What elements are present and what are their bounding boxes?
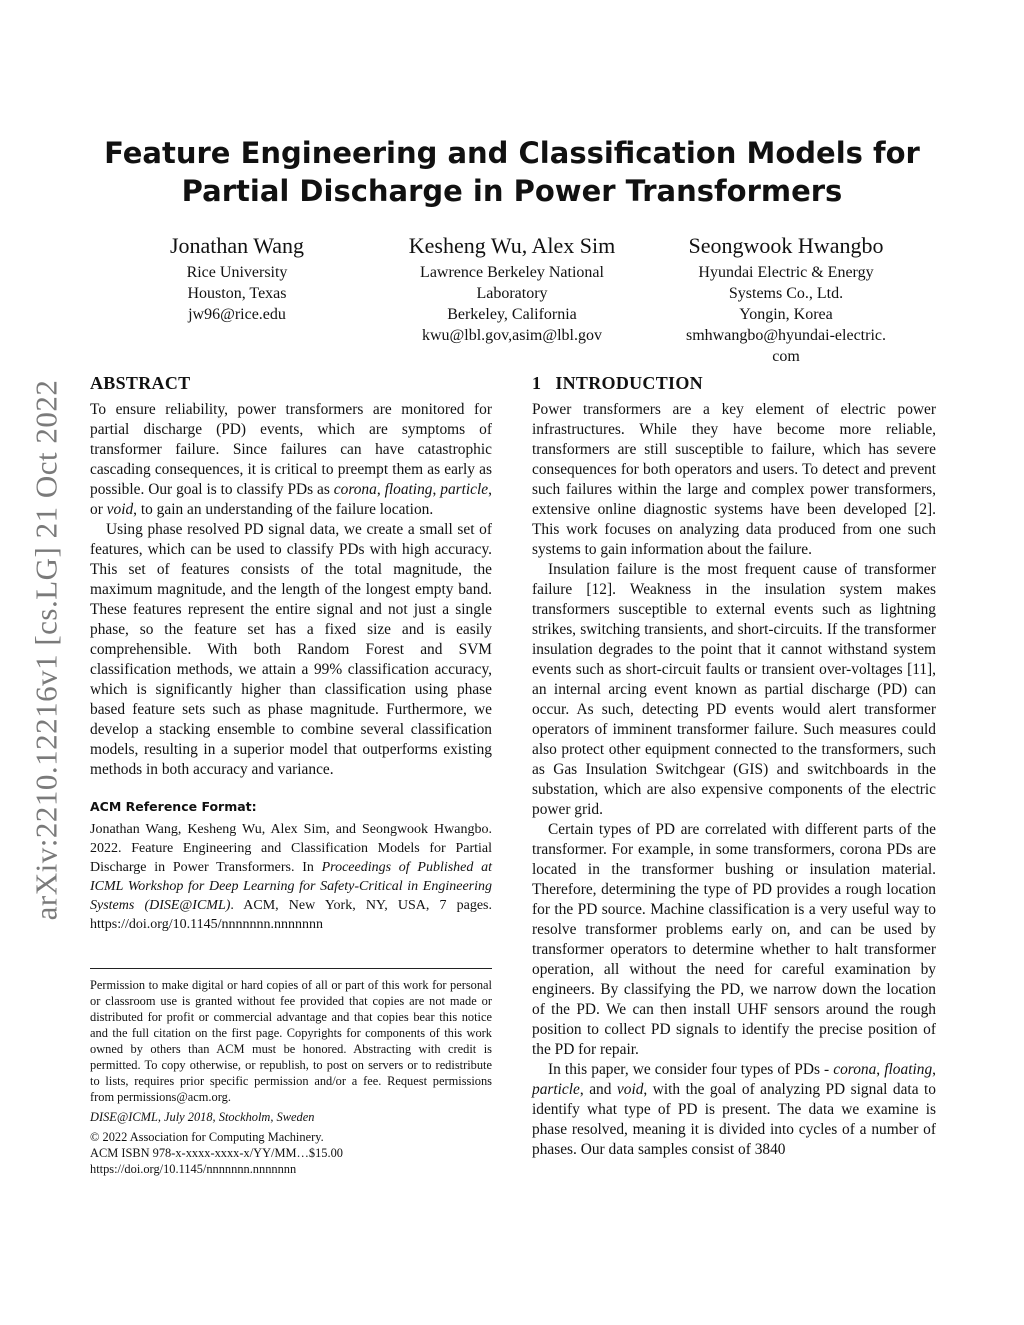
author-block: [137, 232, 337, 325]
pd-type-term: particle: [532, 1081, 580, 1098]
introduction-heading: [532, 372, 936, 394]
acm-reference-text: Jonathan Wang, Kesheng Wu, Alex Sim, and Seongwook Hwangbo. 2022. Feature Engineering and Classification Models for Partial Discharge in Power Transformers. In Proceedings of Published at ICML Workshop for Deep Learning for Safety-Critical in Engineering Systems (DISE@ICML). ACM, New York, NY, USA, 7 pages. https://doi.org/10.1145/nnnnnnn.nnnnnnn: [90, 822, 493, 932]
author-name: Seongwook Hwangbo: [688, 233, 884, 258]
copyright-footnote: [90, 968, 492, 1177]
author-affiliation-cont: Laboratory: [476, 285, 548, 302]
author-affiliation: Rice University: [186, 264, 288, 281]
section-title: INTRODUCTION: [555, 373, 703, 393]
arxiv-identifier-stamp: [26, 355, 66, 945]
acm-reference-venue: Proceedings of Published at ICML Workshop for Deep Learning for Safety-Critical in Engineering Systems (DISE@ICML): [90, 860, 493, 913]
paper-title-line-2: Partial Discharge in Power Transformers: [181, 174, 843, 208]
author-name: Jonathan Wang: [169, 233, 305, 258]
copyright-line: © 2022 Association for Computing Machinery.: [90, 1130, 324, 1144]
pd-type-term: corona: [333, 481, 377, 498]
author-location: Yongin, Korea: [739, 306, 833, 323]
introduction-paragraph: Power transformers are a key element of electric power infrastructures. While they have become more reliable, transformers are still susceptible to failure, which has severe consequences for both operators and users. To detect and prevent such failures within the large and complex power transformers, extensive online diagnostic systems have been developed [2]. This work focuses on analyzing data produced from one such systems to gain information about the failure.: [532, 401, 936, 558]
pd-type-term: void: [616, 1081, 644, 1098]
left-column: [90, 372, 492, 934]
acm-reference-heading: ACM Reference Format:: [90, 799, 257, 814]
paper-title-line-1: Feature Engineering and Classification Models for: [104, 136, 920, 170]
author-affiliation: Lawrence Berkeley National: [420, 264, 604, 281]
permission-notice: Permission to make digital or hard copies of all or part of this work for personal or classroom use is granted without fee provided that copies are not made or distributed for profit or commercial advantage and that copies bear this notice and the full citation on the first page. Copyrights for components of this work owned by others than ACM must be honored. Abstracting with credit is permitted. To copy otherwise, or republish, to post on servers or to redistribute to lists, requires prior specific permission and/or a fee. Request permissions from permissions@acm.org.: [90, 978, 492, 1104]
section-number: 1: [532, 373, 542, 393]
author-block: [382, 232, 642, 346]
pd-type-term: floating: [384, 481, 433, 498]
abstract-paragraph: Using phase resolved PD signal data, we create a small set of features, which can be used to classify PDs with high accuracy. This set of features consists of the total magnitude, the maximum magnitude, and the length of the longest empty band. These features represent the entire signal and not just a single phase, so the feature set has a fixed size and is easily comprehensible. With both Random Forest and SVM classification methods, we attain a 99% classification accuracy, which is significantly higher than classification using phase based feature sets such as phase magnitude. Furthermore, we develop a stacking ensemble to combine several classification models, resulting in a superior model that outperforms existing methods in both accuracy and variance.: [90, 521, 492, 778]
author-email: jw96@rice.edu: [188, 306, 286, 323]
pd-type-term: floating: [884, 1061, 933, 1078]
author-affiliation-cont: Systems Co., Ltd.: [728, 285, 844, 302]
abstract-heading: ABSTRACT: [90, 373, 191, 393]
right-column: [532, 372, 936, 1160]
author-email-cont: com: [772, 348, 800, 365]
conference-line: DISE@ICML, July 2018, Stockholm, Sweden: [90, 1110, 315, 1124]
author-location: Houston, Texas: [187, 285, 287, 302]
arxiv-identifier-text: arXiv:2210.12216v1 [cs.LG] 21 Oct 2022: [28, 379, 63, 921]
pd-type-term: void: [106, 501, 134, 518]
isbn-line: ACM ISBN 978-x-xxxx-xxxx-x/YY/MM…$15.00: [90, 1146, 343, 1160]
doi-line: https://doi.org/10.1145/nnnnnnn.nnnnnnn: [90, 1162, 297, 1176]
author-email: smhwangbo@hyundai-electric.: [685, 327, 886, 344]
author-location: Berkeley, California: [447, 306, 577, 323]
pd-type-term: corona: [833, 1061, 877, 1078]
author-email: kwu@lbl.gov,asim@lbl.gov: [422, 327, 602, 344]
introduction-paragraph: In this paper, we consider four types of PDs - corona, floating, particle, and void, with the goal of analyzing PD signal data to identify what type of PD is present. The data we examine is phase resolved, meaning it is divided into cycles of a number of phases. Our data samples consist of 3840: [532, 1061, 937, 1158]
introduction-paragraph: Certain types of PD are correlated with different parts of the transformer. For example, in some transformers, corona PDs are located in the transformer bushing or insulation material. Therefore, determining the type of PD provides a rough location for the PD source. Machine classification is a very useful way to resolve transformer problems early on, and can be used by transformer operators to determine whether to halt transformer operation, all without the need for careful examination by engineers. By classifying the PD, we narrow down the location of the PD. We can then install UHF sensors around the rough position to collect PD signals to identify the precise position of the PD for repair.: [532, 821, 936, 1058]
introduction-paragraph: Insulation failure is the most frequent cause of transformer failure [12]. Weakness in the insulation system makes transformers susceptible to external events such as lightning strikes, switching transients, and short-circuits. If the transformer insulation degrades to the point that it cannot withstand system events such as short-circuit faults or transient over-voltages [11], an internal arcing event known as partial discharge (PD) can occur. As such, detecting PD events would alert transformer operators of imminent transformer failure. Such measures could also protect other equipment connected to the transformers, such as Gas Insulation Switchgear (GIS) and switchboards in the substation, which are also expensive components of the electric power grid.: [532, 561, 936, 818]
author-affiliation: Hyundai Electric & Energy: [698, 264, 874, 281]
author-block: [660, 232, 912, 367]
pd-type-term: particle: [440, 481, 489, 498]
author-name: Kesheng Wu, Alex Sim: [408, 233, 616, 258]
abstract-paragraph: To ensure reliability, power transformers are monitored for partial discharge (PD) events, which are symptoms of transformer failure. Since failures can have catastrophic cascading consequences, it is critical to preempt them as early as possible. Our goal is to classify PDs as corona, floating, particle, or void, to gain an understanding of the failure location.: [90, 401, 492, 518]
paper-title: [90, 134, 934, 210]
